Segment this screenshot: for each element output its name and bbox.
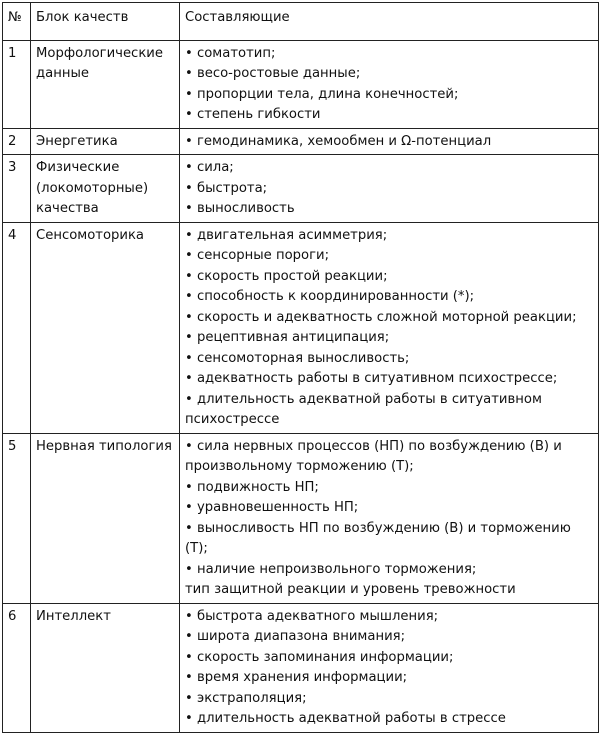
component-item: • соматотип;	[185, 45, 276, 61]
table-row	[3, 128, 599, 155]
block-name: Энергетика	[31, 128, 180, 155]
components-cell	[180, 433, 599, 603]
component-item: • гемодинамика, хемообмен и Ω-потенциал	[185, 133, 492, 149]
header-components: Составляющие	[180, 3, 599, 41]
table-header-row	[3, 3, 599, 41]
component-item: • уравновешенность НП;	[185, 500, 359, 515]
row-number: 6	[3, 603, 31, 732]
block-name: Физические (локомоторные) качества	[31, 155, 180, 223]
components-cell	[180, 222, 599, 433]
component-item: • скорость запоминания информации;	[185, 649, 454, 665]
components-cell	[180, 128, 599, 155]
table-row	[3, 222, 599, 433]
component-item: • адекватность работы в ситуативном психострессе;	[185, 371, 558, 386]
component-item: • широта диапазона внимания;	[185, 629, 406, 644]
component-item: • время хранения информации;	[185, 670, 408, 685]
row-number: 2	[3, 128, 31, 155]
component-item: тип защитной реакции и уровень тревожности	[185, 582, 516, 597]
component-item: • быстрота адекватного мышления;	[185, 608, 439, 624]
header-block: Блок качеств	[31, 3, 180, 41]
block-name: Морфологические данные	[31, 40, 180, 128]
component-item: • быстрота;	[185, 180, 268, 196]
component-item: • длительность адекватной работы в стрессе	[185, 711, 506, 726]
component-item: • скорость простой реакции;	[185, 268, 388, 284]
component-item: • подвижность НП;	[185, 479, 319, 495]
header-num: №	[3, 3, 31, 41]
component-item: • сенсорные пороги;	[185, 248, 330, 263]
row-number: 1	[3, 40, 31, 128]
component-item: • наличие непроизвольного торможения;	[185, 561, 477, 577]
row-number: 5	[3, 433, 31, 603]
component-item: • выносливость НП по возбуждению (В) и торможению (Т);	[185, 520, 571, 556]
components-cell	[180, 40, 599, 128]
qualities-table	[2, 2, 599, 733]
components-cell	[180, 155, 599, 223]
component-item: • выносливость	[185, 201, 295, 216]
table-row	[3, 40, 599, 128]
block-name: Сенсомоторика	[31, 222, 180, 433]
components-cell	[180, 603, 599, 732]
component-item: • сила нервных процессов (НП) по возбуждению (В) и произвольному торможению (Т);	[185, 438, 562, 474]
row-number: 4	[3, 222, 31, 433]
table-row	[3, 433, 599, 603]
component-item: • длительность адекватной работы в ситуативном психострессе	[185, 391, 542, 427]
component-item: • весо-ростовые данные;	[185, 66, 361, 81]
component-item: • двигательная асимметрия;	[185, 227, 388, 243]
component-item: • сила;	[185, 160, 234, 175]
component-item: • сенсомоторная выносливость;	[185, 350, 410, 366]
row-number: 3	[3, 155, 31, 223]
component-item: • способность к координированности (*);	[185, 289, 475, 304]
component-item: • степень гибкости	[185, 107, 321, 122]
table-row	[3, 603, 599, 732]
component-item: • скорость и адекватность сложной моторной реакции;	[185, 309, 577, 325]
component-item: • экстраполяция;	[185, 690, 307, 706]
block-name: Нервная типология	[31, 433, 180, 603]
component-item: • пропорции тела, длина конечностей;	[185, 86, 459, 102]
block-name: Интеллект	[31, 603, 180, 732]
component-item: • рецептивная антиципация;	[185, 330, 390, 345]
table-row	[3, 155, 599, 223]
